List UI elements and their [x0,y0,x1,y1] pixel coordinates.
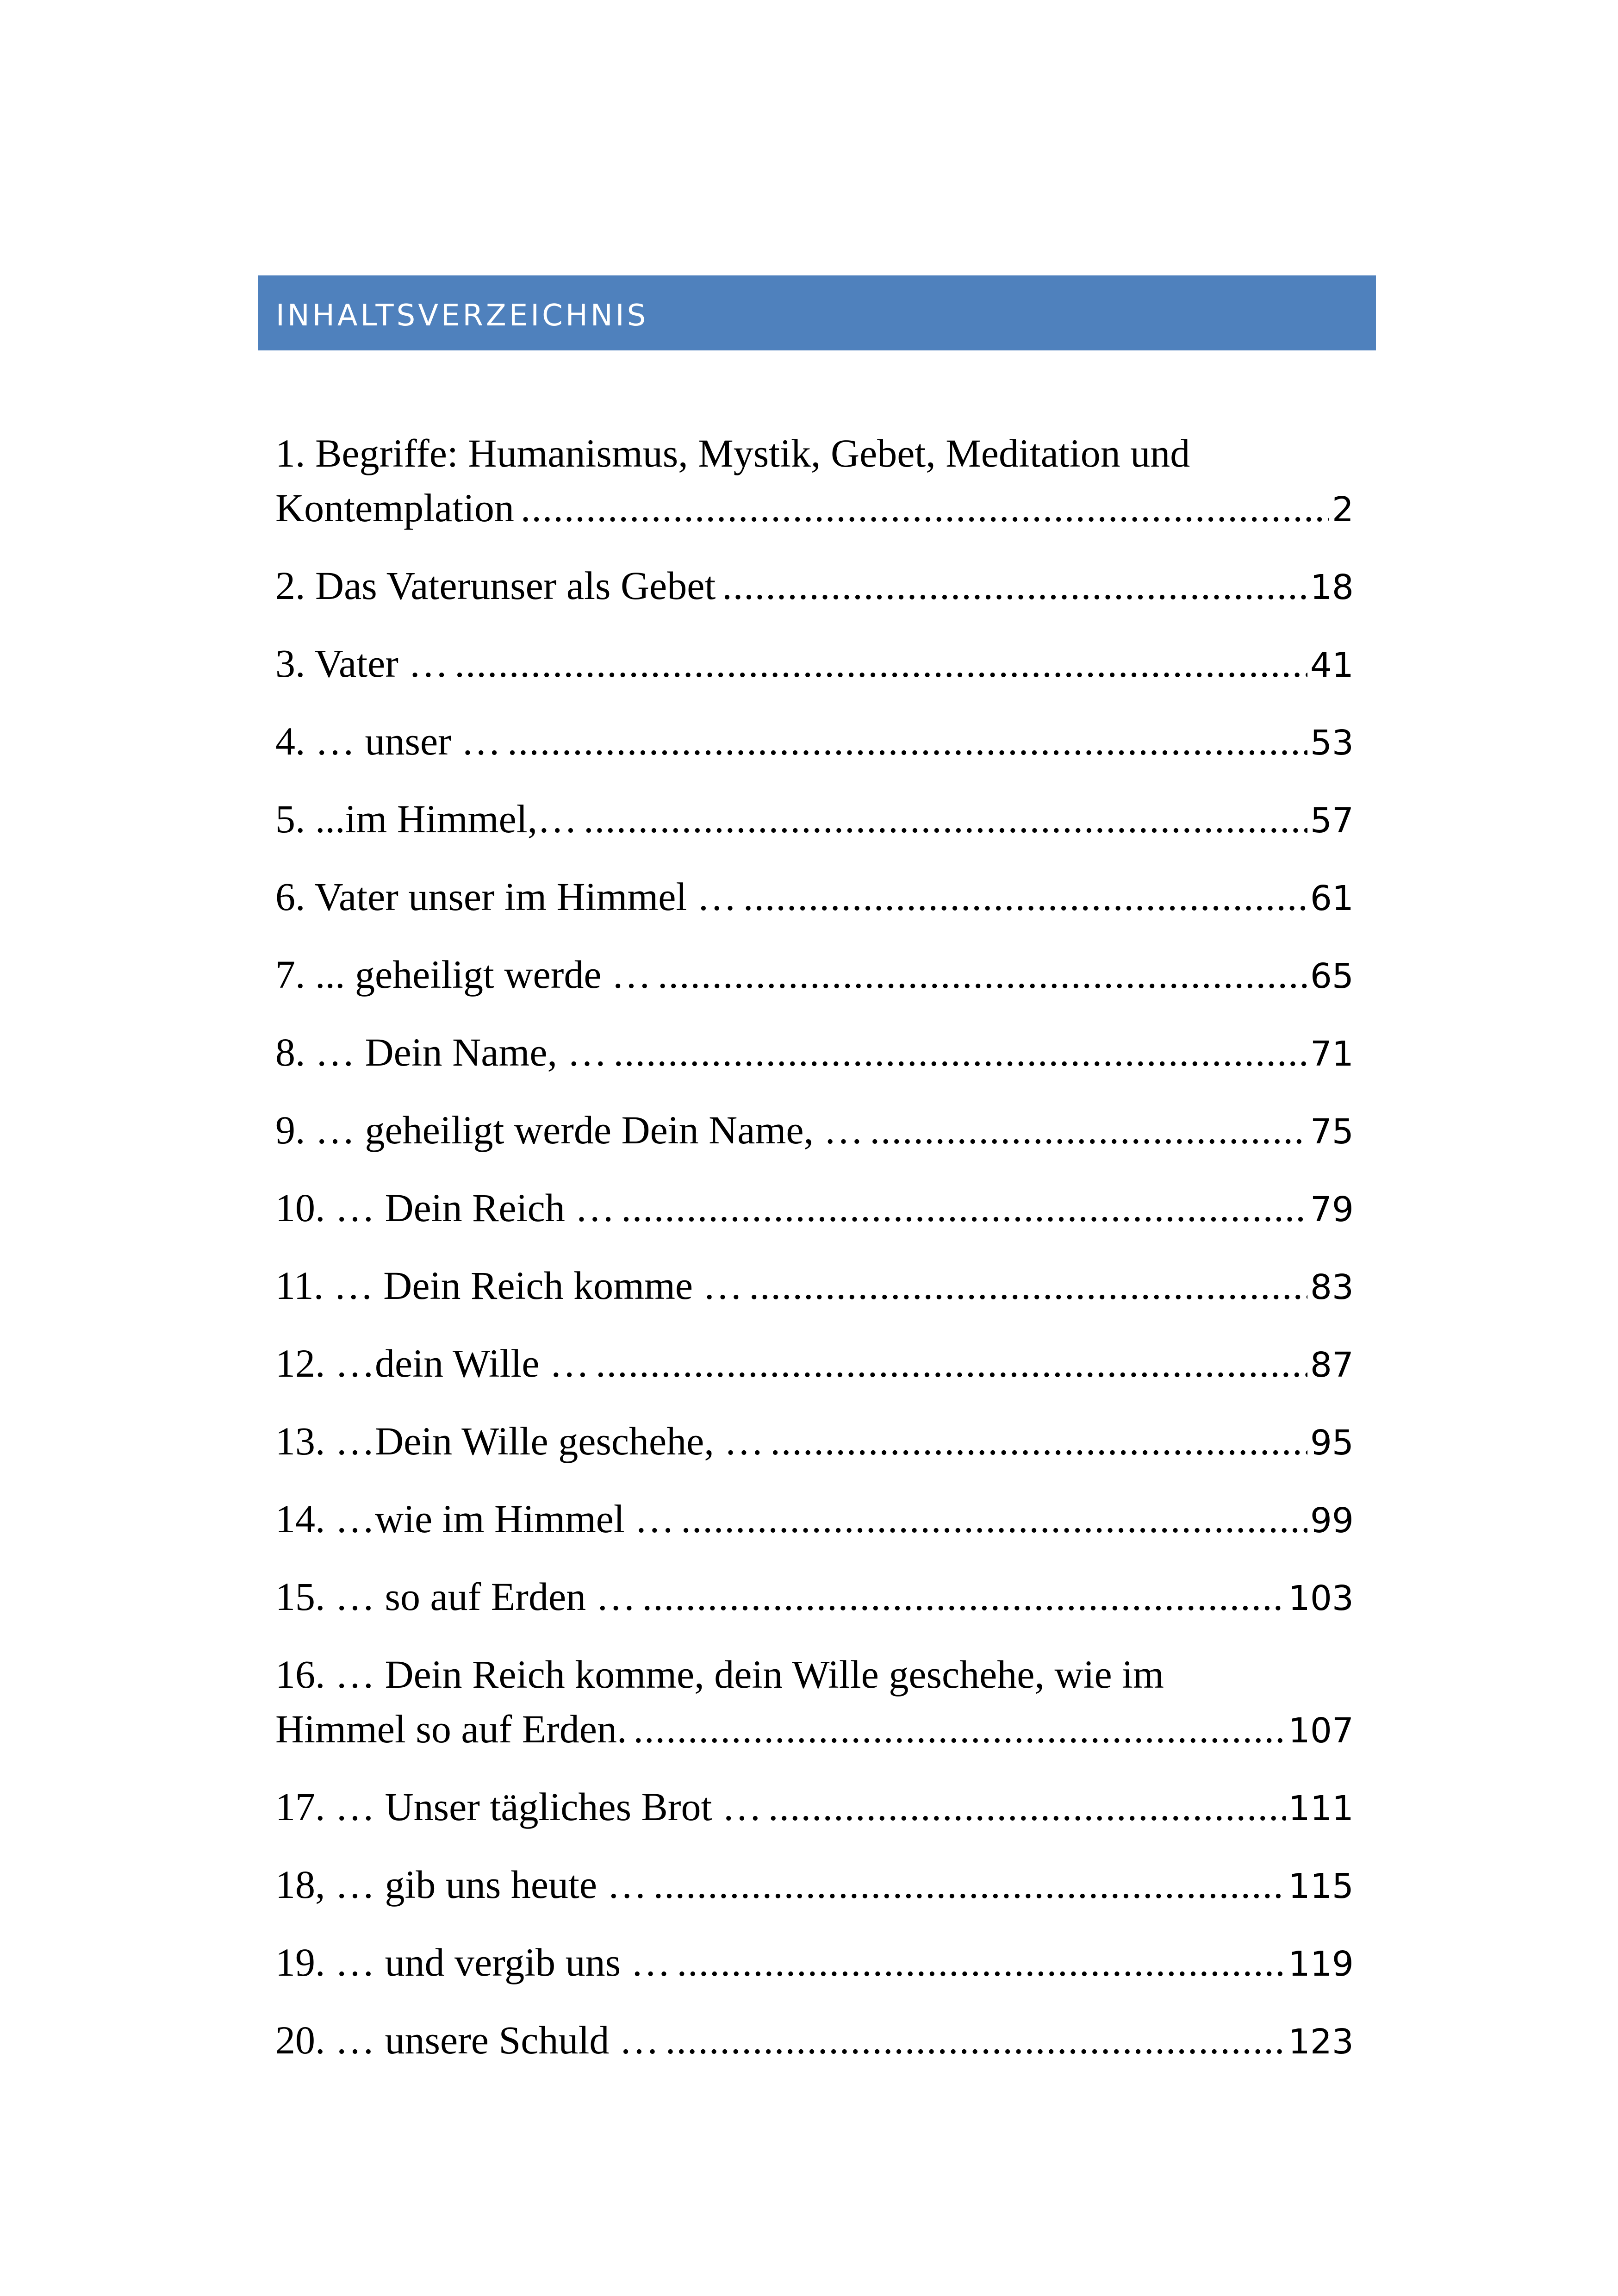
toc-entry-title: 3. Vater … [275,641,448,686]
toc-page-number: 103 [1288,1578,1354,1618]
toc-entry-16[interactable] [275,1647,1354,1758]
toc-page-number: 111 [1288,1789,1354,1828]
toc-page-number: 107 [1288,1711,1354,1751]
toc-entry-13[interactable] [275,1414,1354,1470]
toc-page-number: 71 [1310,1034,1354,1074]
toc-leader-dots [722,558,1307,613]
toc-page-number: 65 [1310,956,1354,996]
toc-entry-8[interactable] [275,1025,1354,1081]
toc-entry-title: 17. … Unser tägliches Brot … [275,1784,762,1829]
toc-leader-dots [584,792,1307,846]
toc-entry-title: 9. … geheiligt werde Dein Name, … [275,1108,864,1152]
toc-page-number: 2 [1332,490,1354,530]
toc-entry-title: 15. … so auf Erden … [275,1574,636,1619]
toc-entry-1[interactable] [275,426,1354,537]
toc-heading: INHALTSVERZEICHNIS [276,299,649,333]
toc-leader-dots [658,947,1307,1002]
toc-entry-title: 4. … unser … [275,719,501,763]
toc-entry-6[interactable] [275,869,1354,926]
toc-leader-dots [681,1491,1307,1546]
toc-entry-18[interactable] [275,1857,1354,1914]
toc-entry-14[interactable] [275,1491,1354,1548]
toc-leader-dots [521,480,1329,535]
toc-leader-dots [870,1103,1307,1157]
toc-page-number: 61 [1310,879,1354,918]
toc-leader-dots [749,1258,1307,1313]
toc-entry-title: 12. …dein Wille … [275,1341,590,1385]
toc-entry-15[interactable] [275,1569,1354,1626]
toc-leader-dots [653,1857,1286,1912]
toc-leader-dots [642,1569,1286,1624]
toc-page-number: 57 [1310,801,1354,841]
toc-list [275,426,1354,2090]
toc-entry-title: 8. … Dein Name, … [275,1030,607,1074]
toc-entry-title: Himmel so auf Erden. [275,1707,627,1751]
toc-page-number: 75 [1310,1112,1354,1152]
toc-entry-title: 6. Vater unser im Himmel … [275,874,737,919]
toc-entry-title: 7. ... geheiligt werde … [275,952,652,997]
toc-entry-3[interactable] [275,636,1354,693]
toc-page-number: 95 [1310,1423,1354,1463]
toc-entry-title: 14. …wie im Himmel … [275,1497,675,1541]
toc-entry-11[interactable] [275,1258,1354,1315]
toc-entry-title: 20. … unsere Schuld … [275,2018,659,2062]
toc-leader-dots [677,1935,1286,1990]
toc-entry-2[interactable] [275,558,1354,615]
toc-page-number: 18 [1310,568,1354,607]
toc-entry-title: 18, … gib uns heute … [275,1862,647,1907]
toc-entry-12[interactable] [275,1336,1354,1392]
toc-page-number: 53 [1310,723,1354,763]
toc-leader-dots [507,714,1307,768]
toc-header-bar [258,275,1376,350]
toc-entry-10[interactable] [275,1180,1354,1237]
toc-entry-17[interactable] [275,1779,1354,1836]
toc-leader-dots [633,1702,1285,1756]
toc-leader-dots [768,1779,1286,1834]
toc-leader-dots [666,2013,1286,2067]
toc-entry-title: 19. … und vergib uns … [275,1940,671,1984]
toc-entry-19[interactable] [275,1935,1354,1991]
toc-page-number: 83 [1310,1267,1354,1307]
toc-entry-4[interactable] [275,714,1354,770]
toc-leader-dots [770,1414,1307,1468]
toc-entry-title: Kontemplation [275,486,514,530]
toc-entry-title: 10. … Dein Reich … [275,1185,615,1230]
toc-entry-title-line1: 16. … Dein Reich komme, dein Wille geschehe, wie im [275,1652,1164,1697]
toc-page-number: 41 [1310,645,1354,685]
toc-entry-5[interactable] [275,792,1354,848]
toc-leader-dots [621,1180,1307,1235]
toc-leader-dots [454,636,1307,691]
toc-entry-9[interactable] [275,1103,1354,1159]
toc-entry-title-line1: 1. Begriffe: Humanismus, Mystik, Gebet, Meditation und [275,431,1190,475]
toc-page-number: 79 [1310,1190,1354,1229]
toc-leader-dots [743,869,1307,924]
toc-page-number: 123 [1288,2022,1354,2062]
toc-entry-20[interactable] [275,2013,1354,2069]
toc-page-number: 115 [1288,1866,1354,1906]
toc-entry-title: 2. Das Vaterunser als Gebet [275,563,716,608]
toc-page-number: 99 [1310,1501,1354,1541]
toc-leader-dots [614,1025,1307,1079]
toc-entry-title: 5. ...im Himmel,… [275,797,578,841]
toc-page-number: 87 [1310,1345,1354,1385]
toc-page-number: 119 [1288,1944,1354,1984]
toc-entry-7[interactable] [275,947,1354,1004]
toc-entry-title: 11. … Dein Reich komme … [275,1263,743,1308]
toc-entry-title: 13. …Dein Wille geschehe, … [275,1419,764,1463]
toc-leader-dots [596,1336,1307,1391]
